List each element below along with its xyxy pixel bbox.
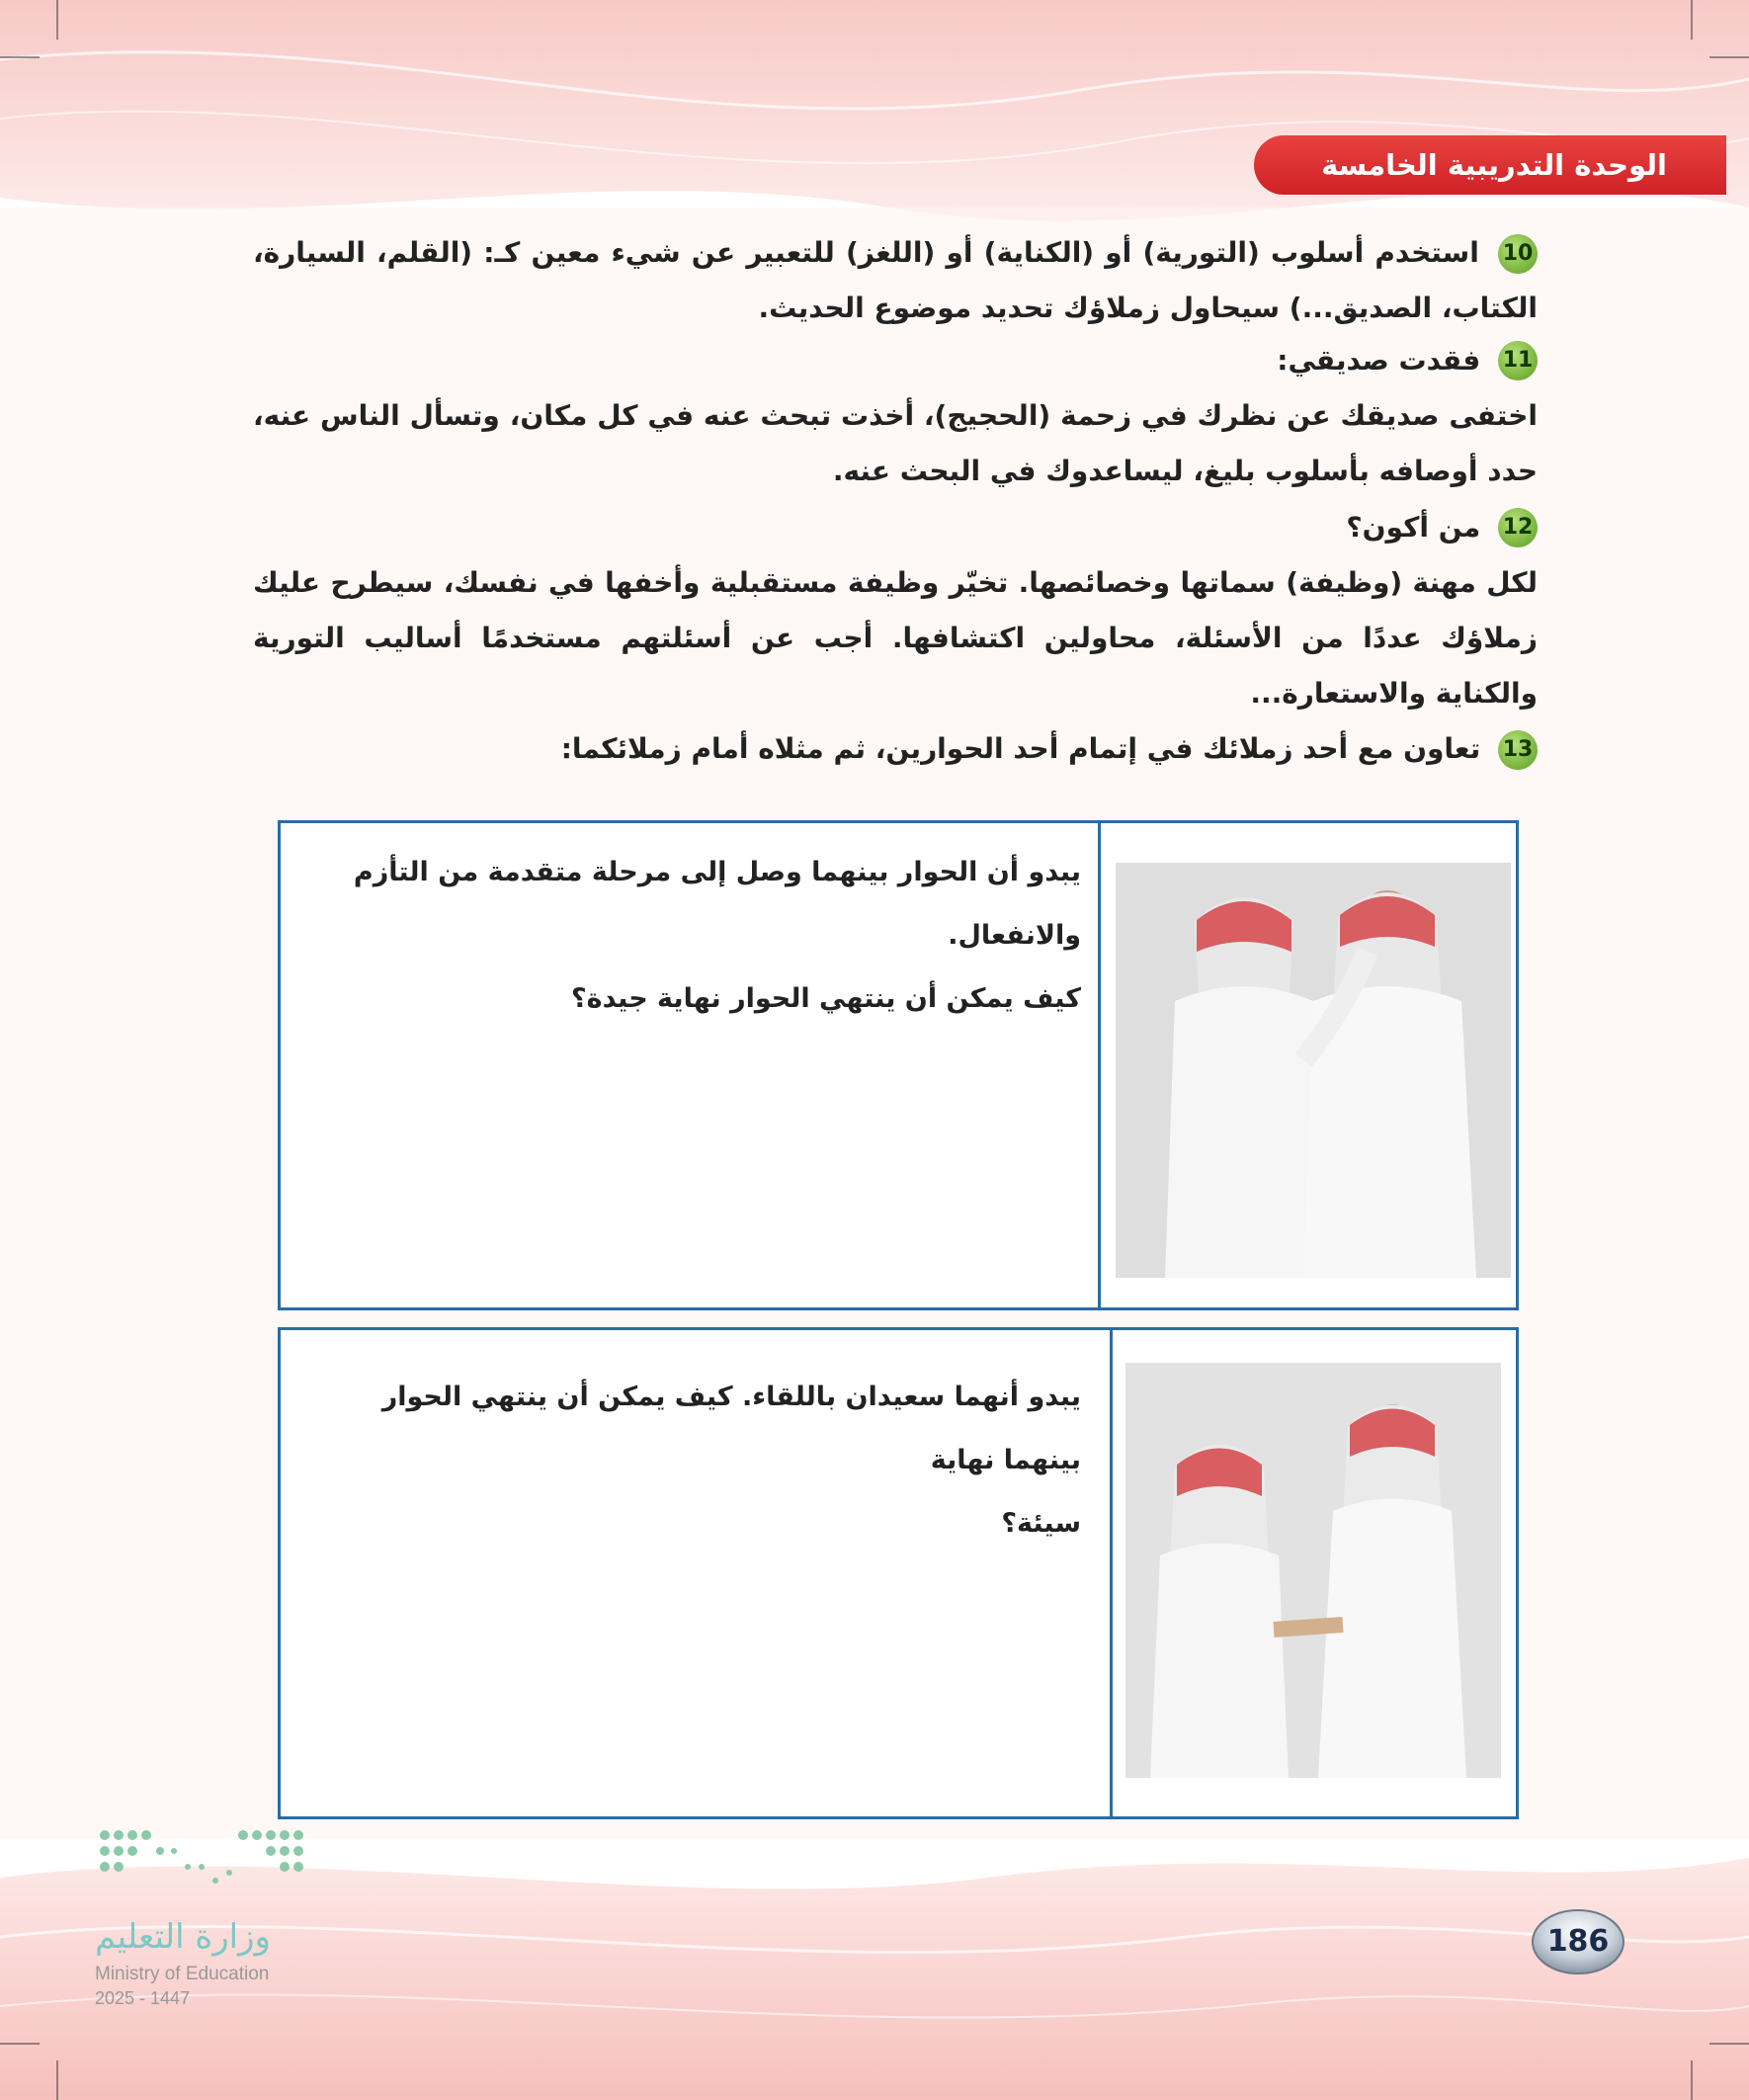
- question-number-badge: 12: [1498, 508, 1538, 547]
- page-number-badge: [1530, 1907, 1626, 1976]
- dialog-box-1: [278, 820, 1519, 1310]
- ministry-year: 2025 - 1447: [95, 1988, 191, 2008]
- question-13: [253, 721, 1538, 777]
- question-number-badge: 10: [1498, 234, 1538, 274]
- photo-men-handshake: [1110, 1330, 1516, 1816]
- question-number-badge: 13: [1498, 730, 1538, 770]
- dialog-question: سيئة؟: [1001, 1508, 1081, 1539]
- dialog-text-1: [300, 841, 1081, 1031]
- ministry-name-ar: وزارة التعليم: [95, 1917, 271, 1957]
- question-number-badge: 11: [1498, 341, 1538, 380]
- ministry-dots-icon: [95, 1823, 312, 1902]
- page-number: 186: [1546, 1924, 1610, 1959]
- dialog-box-2: [278, 1327, 1519, 1819]
- unit-header: [1254, 135, 1726, 195]
- unit-title: الوحدة التدريبية الخامسة: [1321, 148, 1667, 182]
- question-11: [253, 332, 1538, 499]
- question-text: تعاون مع أحد زملائك في إتمام أحد الحوارين، ثم مثلاه أمام زملائكما:: [560, 732, 1481, 765]
- question-title: من أكون؟: [1346, 511, 1481, 544]
- question-text: لكل مهنة (وظيفة) سماتها وخصائصها. تخيّر وظيفة مستقبلية وأخفها في نفسك، سيطرح عليك زملاؤك عددًا من الأسئلة، محاولين اكتشافها. أجب عن أسئلتهم مستخدمًا أساليب التورية والكناية والاستعارة...: [253, 566, 1538, 710]
- question-10: [253, 225, 1538, 336]
- dialog-question: كيف يمكن أن ينتهي الحوار نهاية جيدة؟: [570, 983, 1081, 1014]
- ministry-logo: [95, 1823, 332, 2008]
- dialog-line: يبدو أنهما سعيدان باللقاء. كيف يمكن أن ينتهي الحوار بينهما نهاية: [381, 1382, 1081, 1475]
- photo-men-argument: [1098, 823, 1516, 1307]
- question-title: فقدت صديقي:: [1277, 344, 1481, 377]
- question-text: استخدم أسلوب (التورية) أو (الكناية) أو (اللغز) للتعبير عن شيء معين كـ: (القلم، السيارة، الكتاب، الصديق...) سيحاول زملاؤك تحديد موضوع الحديث.: [253, 236, 1538, 324]
- question-text: اختفى صديقك عن نظرك في زحمة (الحجيج)، أخذت تبحث عنه في كل مكان، وتسأل الناس عنه، حدد أوصافه بأسلوب بليغ، ليساعدوك في البحث عنه.: [253, 399, 1538, 487]
- dialog-text-2: [300, 1366, 1081, 1555]
- question-12: [253, 499, 1538, 721]
- dialog-line: يبدو أن الحوار بينهما وصل إلى مرحلة متقدمة من التأزم والانفعال.: [353, 857, 1081, 951]
- ministry-name-en: Ministry of Education: [95, 1964, 270, 1984]
